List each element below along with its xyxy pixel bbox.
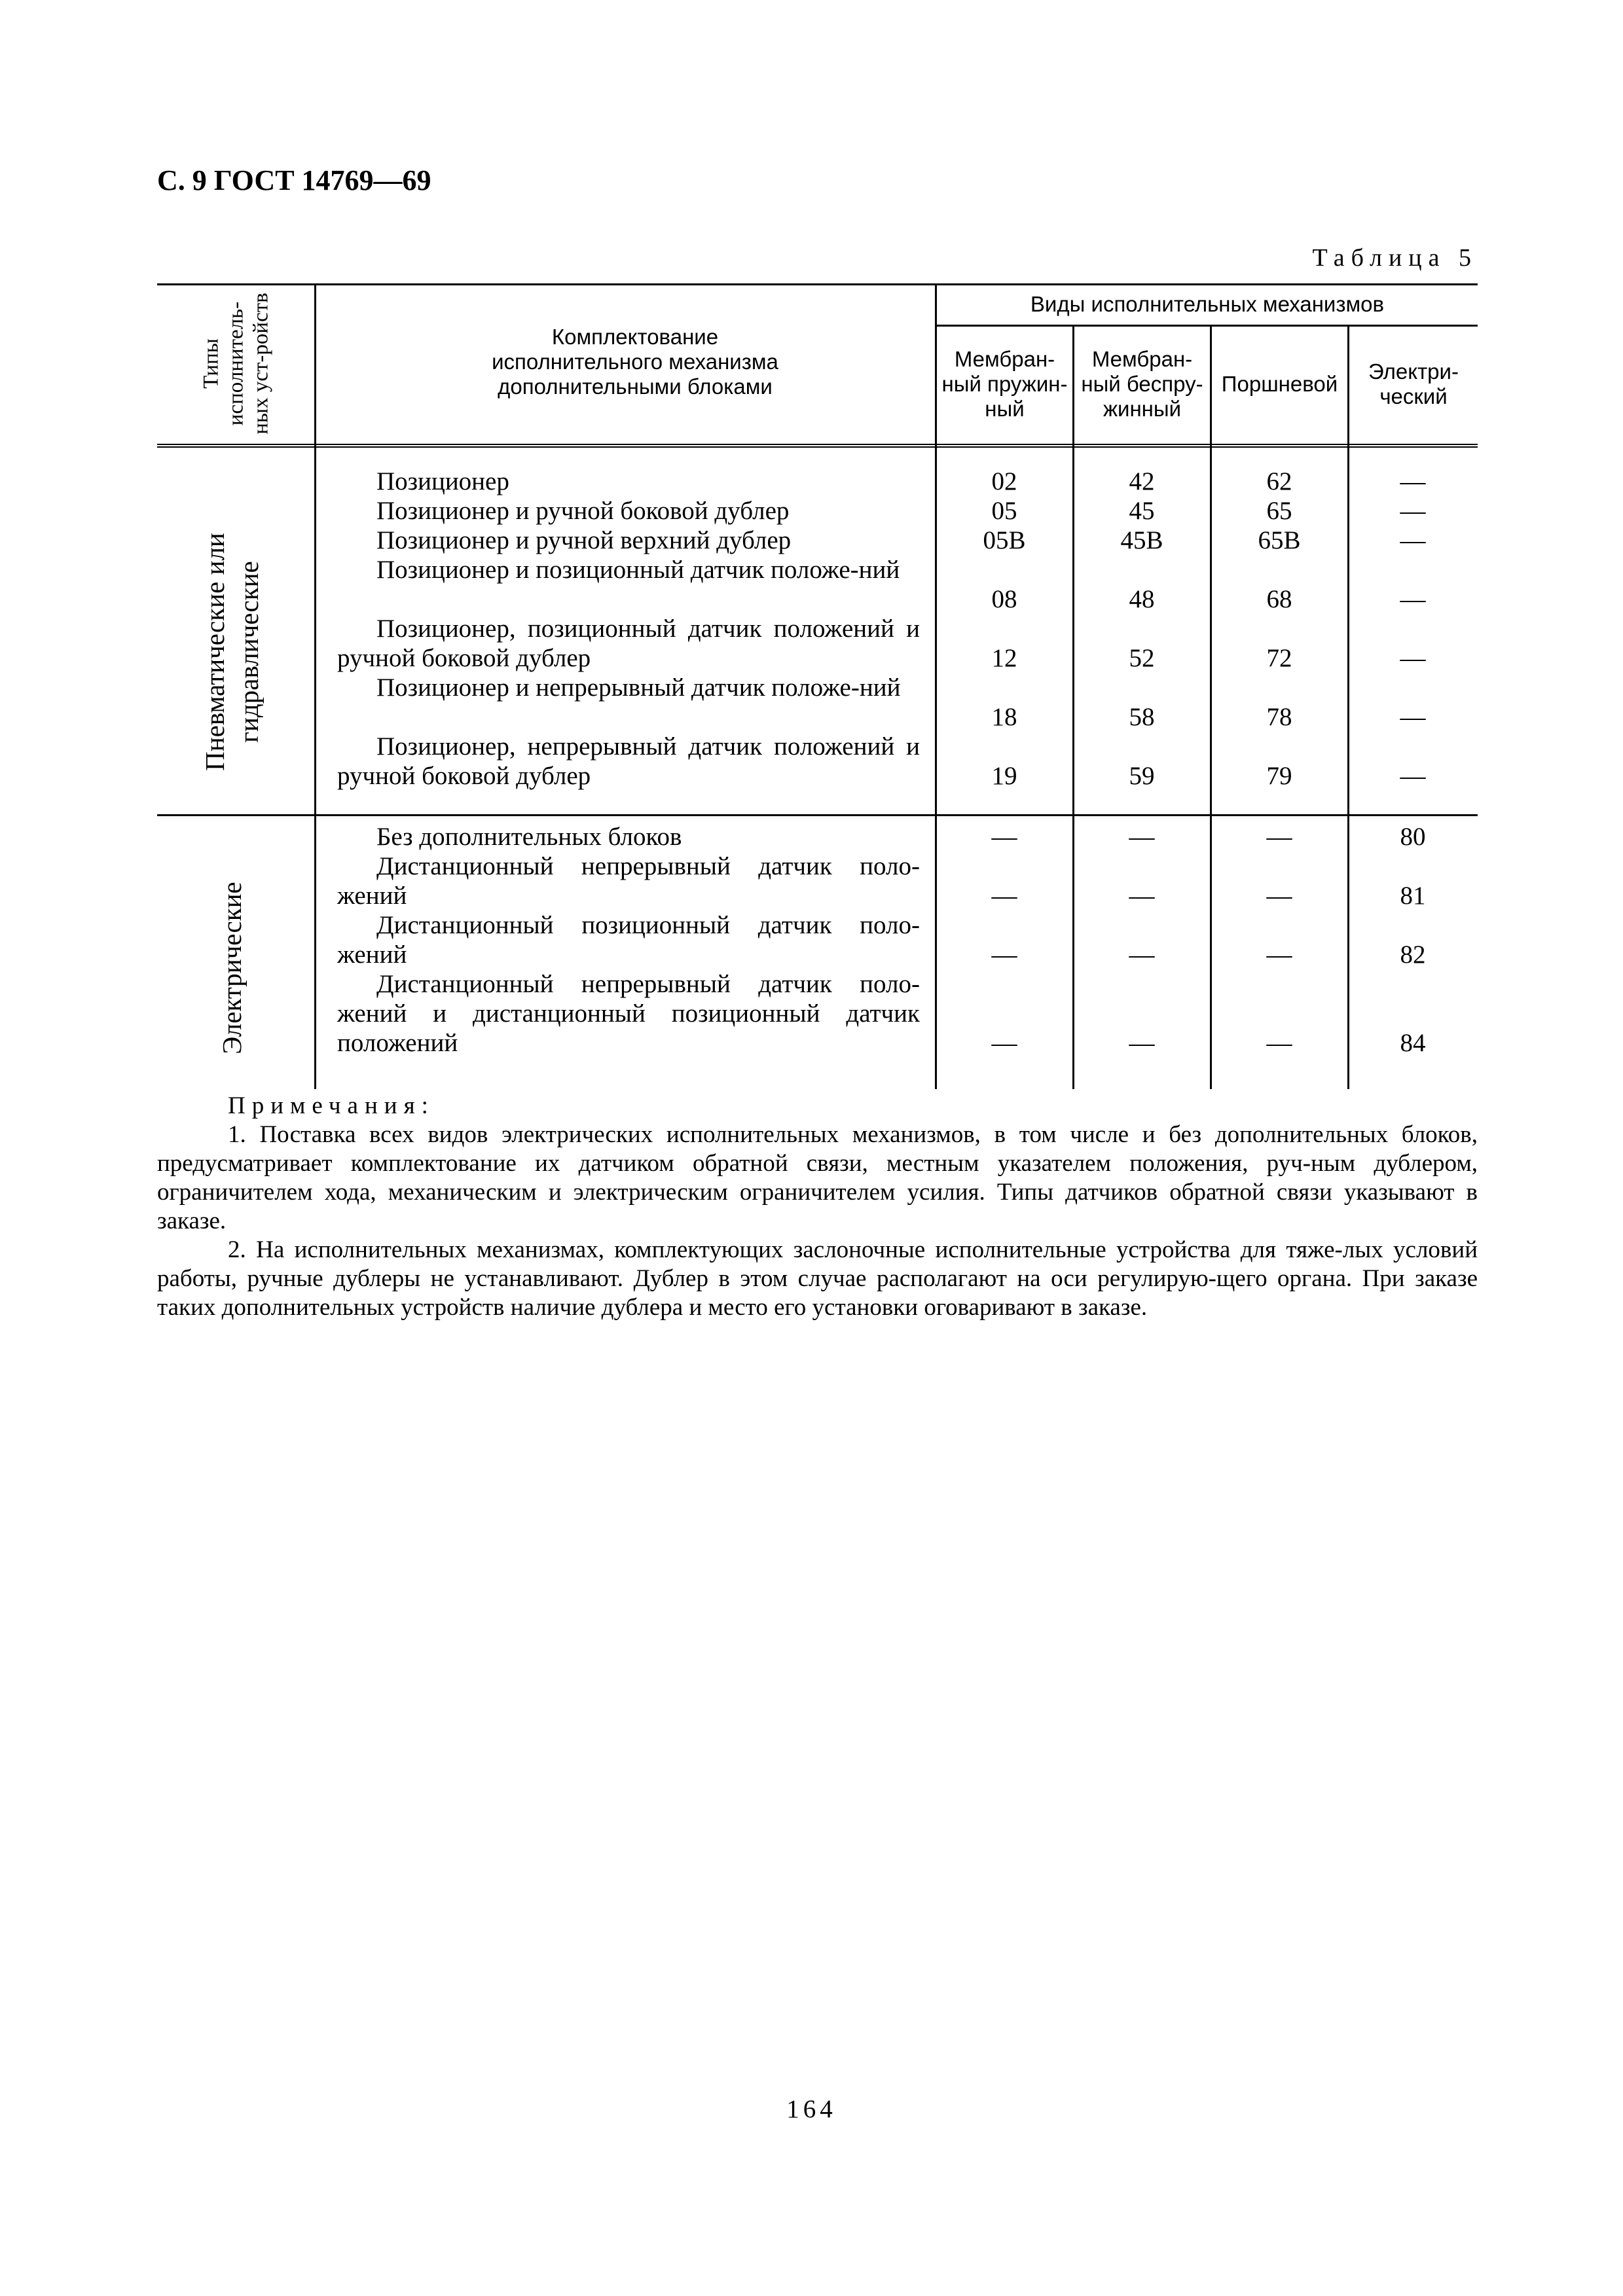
group-separator-rule xyxy=(157,814,1478,816)
cell-v1: — xyxy=(991,823,1017,851)
cell-v2: 48 xyxy=(1129,585,1155,613)
table-row-text: Позиционер и непрерывный датчик положе-ний xyxy=(376,673,901,702)
cell-v2: — xyxy=(1129,882,1155,910)
cell-v3: 65В xyxy=(1258,526,1301,554)
cell-v4: 80 xyxy=(1400,823,1426,851)
note-item-1: 1. Поставка всех видов электрических исполнительных механизмов, в том числе и без дополнительных блоков, предусматривает комплектование их датчиком обратной связи, местным указателем положения, руч-ным дублером, ограничителем хода, механическим и электрическим ограничителем усилия. Типы датчиков обратной связи указывают в заказе. xyxy=(157,1121,1478,1234)
cell-v1: 12 xyxy=(991,644,1017,672)
cell-v3: — xyxy=(1266,823,1292,851)
table-row-text: Дистанционный непрерывный датчик поло-жений xyxy=(337,852,920,910)
notes-title: Примечания: xyxy=(228,1092,435,1119)
cell-v2: 52 xyxy=(1129,644,1155,672)
types-header: Типы исполнитель-ных уст-ройств xyxy=(199,293,272,435)
cell-v4: 81 xyxy=(1400,882,1426,910)
cell-v4: 84 xyxy=(1400,1029,1426,1057)
table-row-text: Позиционер, непрерывный датчик положений и ручной боковой дублер xyxy=(337,732,920,790)
mech-header-membrane-spring: Мембран-ный пружин-ный xyxy=(941,347,1068,421)
cell-v3: — xyxy=(1266,941,1292,969)
note-item-2: 2. На исполнительных механизмах, комплектующих заслоночные исполнительные устройства для тяже-лых условий работы, ручные дублеры не устанавливают. Дублер в этом случае располагают на оси регулирую-щего органа. При заказе таких дополнительных устройств наличие дублера и место его установки оговаривают в заказе. xyxy=(157,1236,1478,1321)
mech-group-header: Виды исполнительных механизмов xyxy=(1030,291,1385,316)
group1-label: Пневматические или гидравлические xyxy=(200,533,264,771)
cell-v4: 82 xyxy=(1400,941,1426,969)
cell-v2: — xyxy=(1129,1029,1155,1057)
document-header: С. 9 ГОСТ 14769—69 xyxy=(157,164,431,196)
notes-section xyxy=(157,1092,1478,1322)
cell-v3: 79 xyxy=(1266,762,1292,790)
cell-v1: — xyxy=(991,882,1017,910)
cell-v2: — xyxy=(1129,823,1155,851)
cell-v1: 18 xyxy=(991,703,1017,731)
cell-v2: 45 xyxy=(1129,497,1155,525)
table-row-text: Позиционер xyxy=(376,467,509,495)
cell-v4: — xyxy=(1400,703,1426,731)
table-row-text: Позиционер и позиционный датчик положе-ний xyxy=(376,556,900,584)
table-row-text: Позиционер и ручной верхний дублер xyxy=(376,526,792,554)
cell-v1: 19 xyxy=(991,762,1017,790)
cell-v3: — xyxy=(1266,882,1292,910)
cell-v4: — xyxy=(1400,467,1426,495)
table-row-text: Дистанционный непрерывный датчик поло-жений и дистанционный позиционный датчик положений xyxy=(337,970,920,1057)
cell-v3: 65 xyxy=(1266,497,1292,525)
table-label: Таблица 5 xyxy=(1312,244,1478,272)
cell-v2: 59 xyxy=(1129,762,1155,790)
group1-label-wrap xyxy=(179,469,284,835)
page-number: 164 xyxy=(786,2095,837,2123)
cell-v4: — xyxy=(1400,497,1426,525)
cell-v3: 62 xyxy=(1266,467,1292,495)
cell-v1: 05В xyxy=(983,526,1026,554)
table-row-text: Без дополнительных блоков xyxy=(376,823,682,851)
cell-v3: 78 xyxy=(1266,703,1292,731)
cell-v1: 05 xyxy=(991,497,1017,525)
config-header: Комплектование исполнительного механизма дополнительными блоками xyxy=(492,325,778,399)
cell-v1: 02 xyxy=(991,467,1017,495)
table-row-text: Позиционер и ручной боковой дублер xyxy=(376,497,790,525)
cell-v2: 45В xyxy=(1120,526,1163,554)
cell-v1: 08 xyxy=(991,585,1017,613)
cell-v3: 72 xyxy=(1266,644,1292,672)
cell-v1: — xyxy=(991,1029,1017,1057)
mech-header-electric: Электри-ческий xyxy=(1368,359,1459,408)
cell-v4: — xyxy=(1400,762,1426,790)
cell-v1: — xyxy=(991,941,1017,969)
mech-header-piston: Поршневой xyxy=(1221,372,1338,396)
mech-header-membrane-springless: Мембран-ный беспру-жинный xyxy=(1081,347,1203,421)
cell-v3: — xyxy=(1266,1029,1292,1057)
cell-v2: 58 xyxy=(1129,703,1155,731)
group2-label-wrap xyxy=(199,798,264,1138)
cell-v4: — xyxy=(1400,644,1426,672)
types-header-wrap xyxy=(156,285,316,442)
table-row-text: Позиционер, позиционный датчик положений и ручной боковой дублер xyxy=(337,615,920,672)
header-bottom-rule xyxy=(157,444,1478,448)
cell-v3: 68 xyxy=(1266,585,1292,613)
cell-v4: — xyxy=(1400,526,1426,554)
table-row-text: Дистанционный позиционный датчик поло-жений xyxy=(337,911,920,969)
group2-label: Электрические xyxy=(217,882,247,1054)
cell-v2: — xyxy=(1129,941,1155,969)
cell-v4: — xyxy=(1400,585,1426,613)
cell-v2: 42 xyxy=(1129,467,1155,495)
